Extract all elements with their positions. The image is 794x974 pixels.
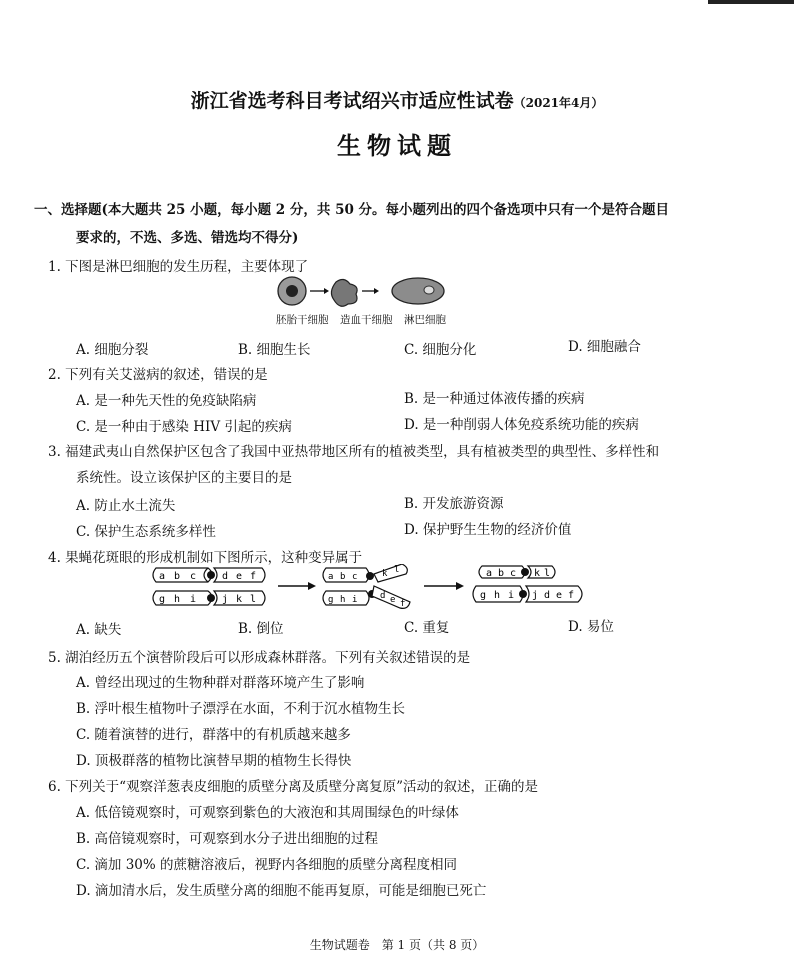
q6-option-a: A. 低倍镜观察时，可观察到紫色的大液泡和其周围绿色的叶绿体 [76,805,459,821]
q2-option-a: A. 是一种先天性的免疫缺陷病 [76,393,257,409]
q3-option-d: D. 保护野生生物的经济价值 [404,522,572,538]
subject-title: 生物试题 [337,131,457,160]
section-instructions-line2: 要求的，不选、多选、错选均不得分) [76,230,299,246]
q4-final-gene-i: i [508,590,515,601]
q2-option-d: D. 是一种削弱人体免疫系统功能的疾病 [404,417,639,433]
q4-final-gene-j: j [532,590,539,601]
q4-gene-c: c [190,571,197,582]
q1-option-a: A. 细胞分裂 [76,342,149,358]
exam-title: 浙江省选考科目考试绍兴市适应性试卷（2021年4月） [190,90,604,112]
q3-option-b: B. 开发旅游资源 [404,496,504,512]
q4-arrow-1-head [308,582,316,590]
q1-label-lymphocyte: 淋巴细胞 [404,314,446,326]
q4-gene-k: k [236,594,243,605]
q4-gene-j: j [222,594,229,605]
q4-gene-i: i [190,594,197,605]
q4-final-gene-k: k [534,568,541,579]
q5-option-c: C. 随着演替的进行，群落中的有机质越来越多 [76,727,351,743]
q2-option-b: B. 是一种通过体液传播的疾病 [404,391,585,407]
q4-gene-e: e [236,571,243,582]
q6-option-b: B. 高倍镜观察时，可观察到水分子进出细胞的过程 [76,831,379,847]
svg-text:f: f [400,599,406,609]
q1-cell-figure [270,274,470,310]
svg-text:c: c [352,572,358,582]
q3-option-c: C. 保护生态系统多样性 [76,524,216,540]
q1-stem: 1. 下图是淋巴细胞的发生历程，主要体现了 [48,259,309,275]
page-footer: 生物试题卷 第 1 页（共 8 页） [309,938,485,952]
q4-gene-f: f [250,571,257,582]
q2-stem: 2. 下列有关艾滋病的叙述，错误的是 [48,367,268,383]
q4-final-gene-h: h [494,590,501,601]
q5-option-b: B. 浮叶根生植物叶子漂浮在水面，不利于沉水植物生长 [76,701,406,717]
q4-final-gene-a: a [486,568,493,579]
q4-arrow-2-head [456,582,464,590]
svg-text:d: d [380,591,386,601]
q4-final-gene-l: l [544,568,551,579]
q4-final-gene-f: f [568,590,575,601]
q4-gene-b: b [174,571,181,582]
q2-option-c: C. 是一种由于感染 HIV 引起的疾病 [76,419,292,435]
q4-gene-a: a [159,571,166,582]
q4-stage2-chromosomes [323,564,410,609]
q1-option-c: C. 细胞分化 [404,342,477,358]
svg-text:e: e [390,595,396,605]
q4-gene-d: d [222,571,229,582]
q6-stem: 6. 下列关于“观察洋葱表皮细胞的质壁分离及质壁分离复原”活动的叙述，正确的是 [48,779,538,795]
q4-final-gene-d: d [544,590,551,601]
q4-option-d: D. 易位 [568,619,614,635]
q1-option-d: D. 细胞融合 [568,339,641,355]
q4-option-b: B. 倒位 [238,621,284,637]
q6-option-c: C. 滴加 30% 的蔗糖溶液后，视野内各细胞的质壁分离程度相同 [76,857,458,873]
q4-final-gene-c: c [510,568,517,579]
svg-text:g: g [328,595,334,605]
q4-option-c: C. 重复 [404,620,450,636]
q4-option-a: A. 缺失 [76,622,122,638]
q1-label-embryonic-stem-cell: 胚胎干细胞 [276,314,329,326]
q5-option-a: A. 曾经出现过的生物种群对群落环境产生了影响 [76,675,365,691]
svg-text:h: h [340,595,346,605]
q4-gene-l: l [250,594,257,605]
q4-stage1-chromosomes [153,568,265,605]
svg-text:l: l [394,565,400,575]
q4-gene-g: g [159,594,166,605]
section-instructions-line1: 一、选择题(本大题共 25 小题，每小题 2 分，共 50 分。每小题列出的四个备选项中只有一个是符合题目 [34,202,670,218]
q3-stem-line2: 系统性。设立该保护区的主要目的是 [76,470,292,486]
q4-final-gene-b: b [498,568,505,579]
q5-option-d: D. 顶极群落的植物比演替早期的植物生长得快 [76,753,352,769]
q4-final-gene-e: e [556,590,563,601]
q4-stage3-chromosomes [473,566,582,602]
q3-option-a: A. 防止水土流失 [76,498,176,514]
svg-text:a: a [328,572,334,582]
q5-stem: 5. 湖泊经历五个演替阶段后可以形成森林群落。下列有关叙述错误的是 [48,650,471,666]
exam-date: （2021年4月） [513,96,604,110]
q1-option-b: B. 细胞生长 [238,342,311,358]
q4-stem: 4. 果蝇花斑眼的形成机制如下图所示，这种变异属于 [48,550,363,566]
q6-option-d: D. 滴加清水后，发生质壁分离的细胞不能再复原，可能是细胞已死亡 [76,883,487,899]
q3-stem-line1: 3. 福建武夷山自然保护区包含了我国中亚热带地区所有的植被类型，具有植被类型的典型性、多样性和 [48,444,660,460]
q4-final-gene-g: g [480,590,487,601]
q1-label-hematopoietic-stem-cell: 造血干细胞 [340,314,393,326]
svg-text:k: k [382,569,388,579]
q4-chromosome-figure [150,564,590,614]
q4-gene-h: h [174,594,181,605]
svg-text:b: b [340,572,346,582]
svg-text:i: i [352,595,358,605]
scan-corner-mark [708,0,794,4]
